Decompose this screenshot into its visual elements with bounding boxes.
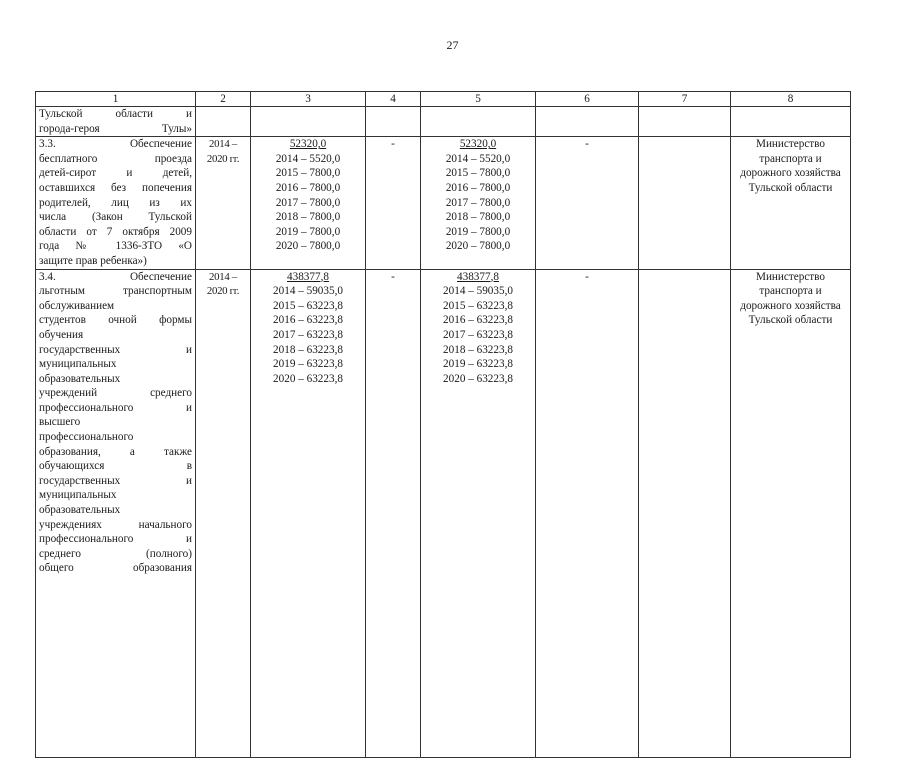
year-amount: 2018 – 7800,0 xyxy=(275,211,341,224)
year-amount: 2015 – 63223,8 xyxy=(443,299,513,312)
measure-cell: 3.4. Обеспечение льготным транспортным обслуживанием студентов очной формы обучения государственных и муниципальных образовательных учреждений среднего профессионального и высшего профессионального образования, а также обучающихся в государственных и муниципальных образовательных учреждениях начального профессионального и среднего (полного) общего образования xyxy=(36,269,196,757)
header-cell: 2 xyxy=(196,92,251,107)
year-amount: 2015 – 63223,8 xyxy=(273,299,343,312)
total-sum: 52320,0 xyxy=(289,138,327,151)
local-cell: - xyxy=(536,137,639,269)
regional-cell xyxy=(421,269,536,757)
period-cell xyxy=(196,107,251,137)
year-amount: 2017 – 7800,0 xyxy=(275,196,341,209)
year-amount: 2014 – 5520,0 xyxy=(445,152,511,165)
other-cell xyxy=(639,137,731,269)
table-row xyxy=(36,269,851,757)
header-cell: 6 xyxy=(536,92,639,107)
total-cell xyxy=(251,137,366,269)
header-cell: 4 xyxy=(366,92,421,107)
year-amount: 2017 – 63223,8 xyxy=(443,328,513,341)
local-cell xyxy=(536,107,639,137)
year-amount: 2018 – 63223,8 xyxy=(273,343,343,356)
header-cell: 7 xyxy=(639,92,731,107)
regional-cell xyxy=(421,137,536,269)
year-amount: 2014 – 59035,0 xyxy=(443,285,513,298)
total-cell xyxy=(251,269,366,757)
year-amount: 2019 – 7800,0 xyxy=(275,225,341,238)
year-amount: 2014 – 5520,0 xyxy=(275,152,341,165)
regional-sum: 52320,0 xyxy=(459,138,497,151)
year-amount: 2017 – 63223,8 xyxy=(273,328,343,341)
year-amount: 2016 – 7800,0 xyxy=(445,181,511,194)
program-table xyxy=(35,91,851,758)
executor-cell: Министерство транспорта и дорожного хозяйства Тульской области xyxy=(731,137,851,269)
year-amount: 2019 – 63223,8 xyxy=(273,358,343,371)
other-cell xyxy=(639,269,731,757)
year-amount: 2016 – 7800,0 xyxy=(275,181,341,194)
header-cell: 8 xyxy=(731,92,851,107)
year-amount: 2017 – 7800,0 xyxy=(445,196,511,209)
federal-cell: - xyxy=(366,137,421,269)
header-cell: 1 xyxy=(36,92,196,107)
executor-cell: Министерство транспорта и дорожного хозяйства Тульской области xyxy=(731,269,851,757)
year-amount: 2020 – 7800,0 xyxy=(445,240,511,253)
page-number: 27 xyxy=(446,38,459,52)
year-amount: 2019 – 63223,8 xyxy=(443,358,513,371)
table-row xyxy=(36,137,851,269)
federal-cell: - xyxy=(366,269,421,757)
year-amount: 2015 – 7800,0 xyxy=(275,167,341,180)
total-sum: 438377,8 xyxy=(287,270,329,283)
executor-cell xyxy=(731,107,851,137)
year-amount: 2016 – 63223,8 xyxy=(273,314,343,327)
measure-cell: 3.3. Обеспечение бесплатного проезда детей-сирот и детей, оставшихся без попечения родителей, лиц из их числа (Закон Тульской области от 7 октября 2009 года № 1336-ЗТО «О защите прав ребенка») xyxy=(36,137,196,269)
header-row xyxy=(36,92,851,107)
year-amount: 2019 – 7800,0 xyxy=(445,225,511,238)
local-cell: - xyxy=(536,269,639,757)
year-amount: 2020 – 63223,8 xyxy=(443,372,513,385)
year-amount: 2020 – 63223,8 xyxy=(273,372,343,385)
year-amount: 2016 – 63223,8 xyxy=(443,314,513,327)
federal-cell xyxy=(366,107,421,137)
regional-cell xyxy=(421,107,536,137)
measure-cell: Тульской области и города-героя Тулы» xyxy=(36,107,196,137)
regional-sum: 438377,8 xyxy=(457,270,499,283)
year-amount: 2014 – 59035,0 xyxy=(273,285,343,298)
year-amount: 2020 – 7800,0 xyxy=(275,240,341,253)
year-amount: 2018 – 63223,8 xyxy=(443,343,513,356)
table-row xyxy=(36,107,851,137)
total-cell xyxy=(251,107,366,137)
header-cell: 5 xyxy=(421,92,536,107)
year-amount: 2015 – 7800,0 xyxy=(445,167,511,180)
period-cell: 2014 – 2020 гг. xyxy=(196,269,251,757)
header-cell: 3 xyxy=(251,92,366,107)
period-cell: 2014 – 2020 гг. xyxy=(196,137,251,269)
other-cell xyxy=(639,107,731,137)
year-amount: 2018 – 7800,0 xyxy=(445,211,511,224)
